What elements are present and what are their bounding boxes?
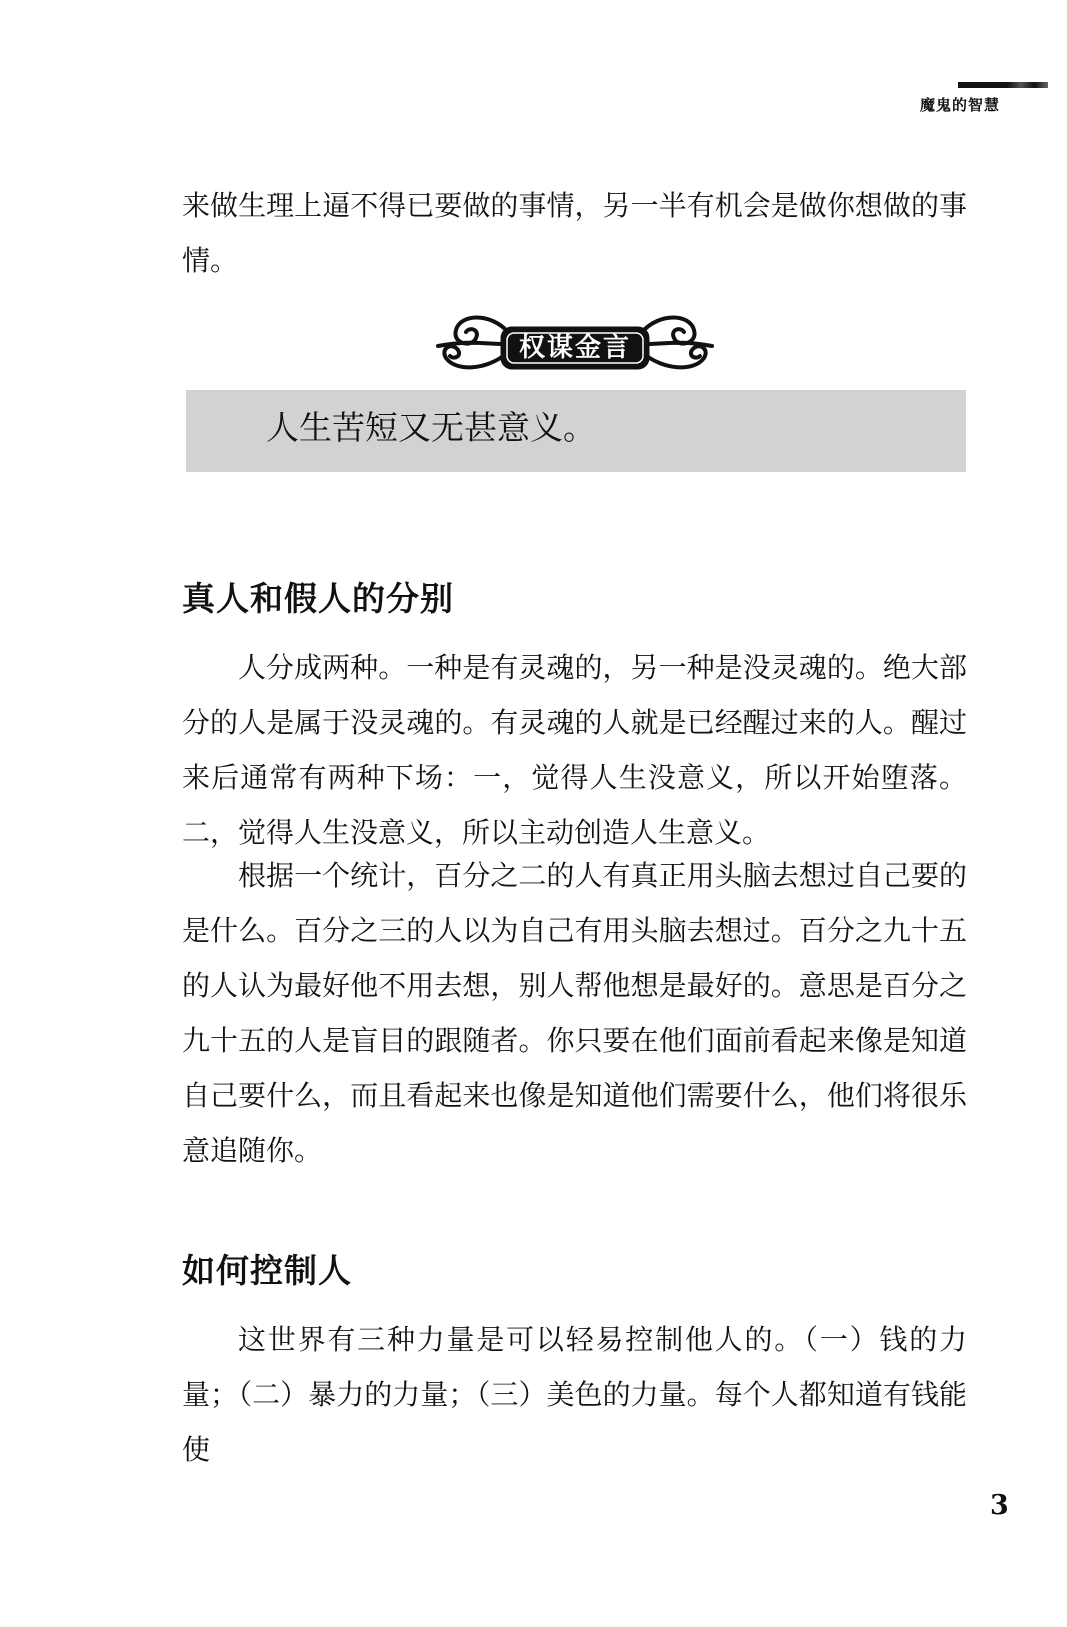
left-scroll-ornament xyxy=(438,318,508,368)
body-paragraph: 这世界有三种力量是可以轻易控制他人的。（一）钱的力量；（二）暴力的力量；（三）美色的力量。每个人都知道有钱能使 xyxy=(182,1323,967,1466)
page-number: 3 xyxy=(990,1490,1009,1521)
header-rule xyxy=(958,82,1048,88)
section-title: 如何控制人 xyxy=(182,1251,352,1290)
banner-label: 权谋金言 xyxy=(518,333,631,363)
right-scroll-ornament xyxy=(642,318,712,368)
intro-paragraph: 来做生理上逼不得已要做的事情，另一半有机会是做你想做的事情。 xyxy=(182,189,967,277)
body-paragraph: 根据一个统计，百分之二的人有真正用头脑去想过自己要的是什么。百分之三的人以为自己有用头脑去想过。百分之九十五的人认为最好他不用去想，别人帮他想是最好的。意思是百分之九十五的人是盲目的跟随者。你只要在他们面前看起来像是知道自己要什么，而且看起来也像是知道他们需要什么，他们将很乐意追随你。 xyxy=(182,859,967,1167)
section-title: 真人和假人的分别 xyxy=(182,579,454,618)
running-head: 魔鬼的智慧 xyxy=(919,96,1000,114)
body-paragraph: 人分成两种。一种是有灵魂的，另一种是没灵魂的。绝大部分的人是属于没灵魂的。有灵魂的人就是已经醒过来的人。醒过来后通常有两种下场：一，觉得人生没意义，所以开始堕落。二，觉得人生没意义，所以主动创造人生意义。 xyxy=(182,651,967,849)
quote-text: 人生苦短又无甚意义。 xyxy=(266,408,596,447)
